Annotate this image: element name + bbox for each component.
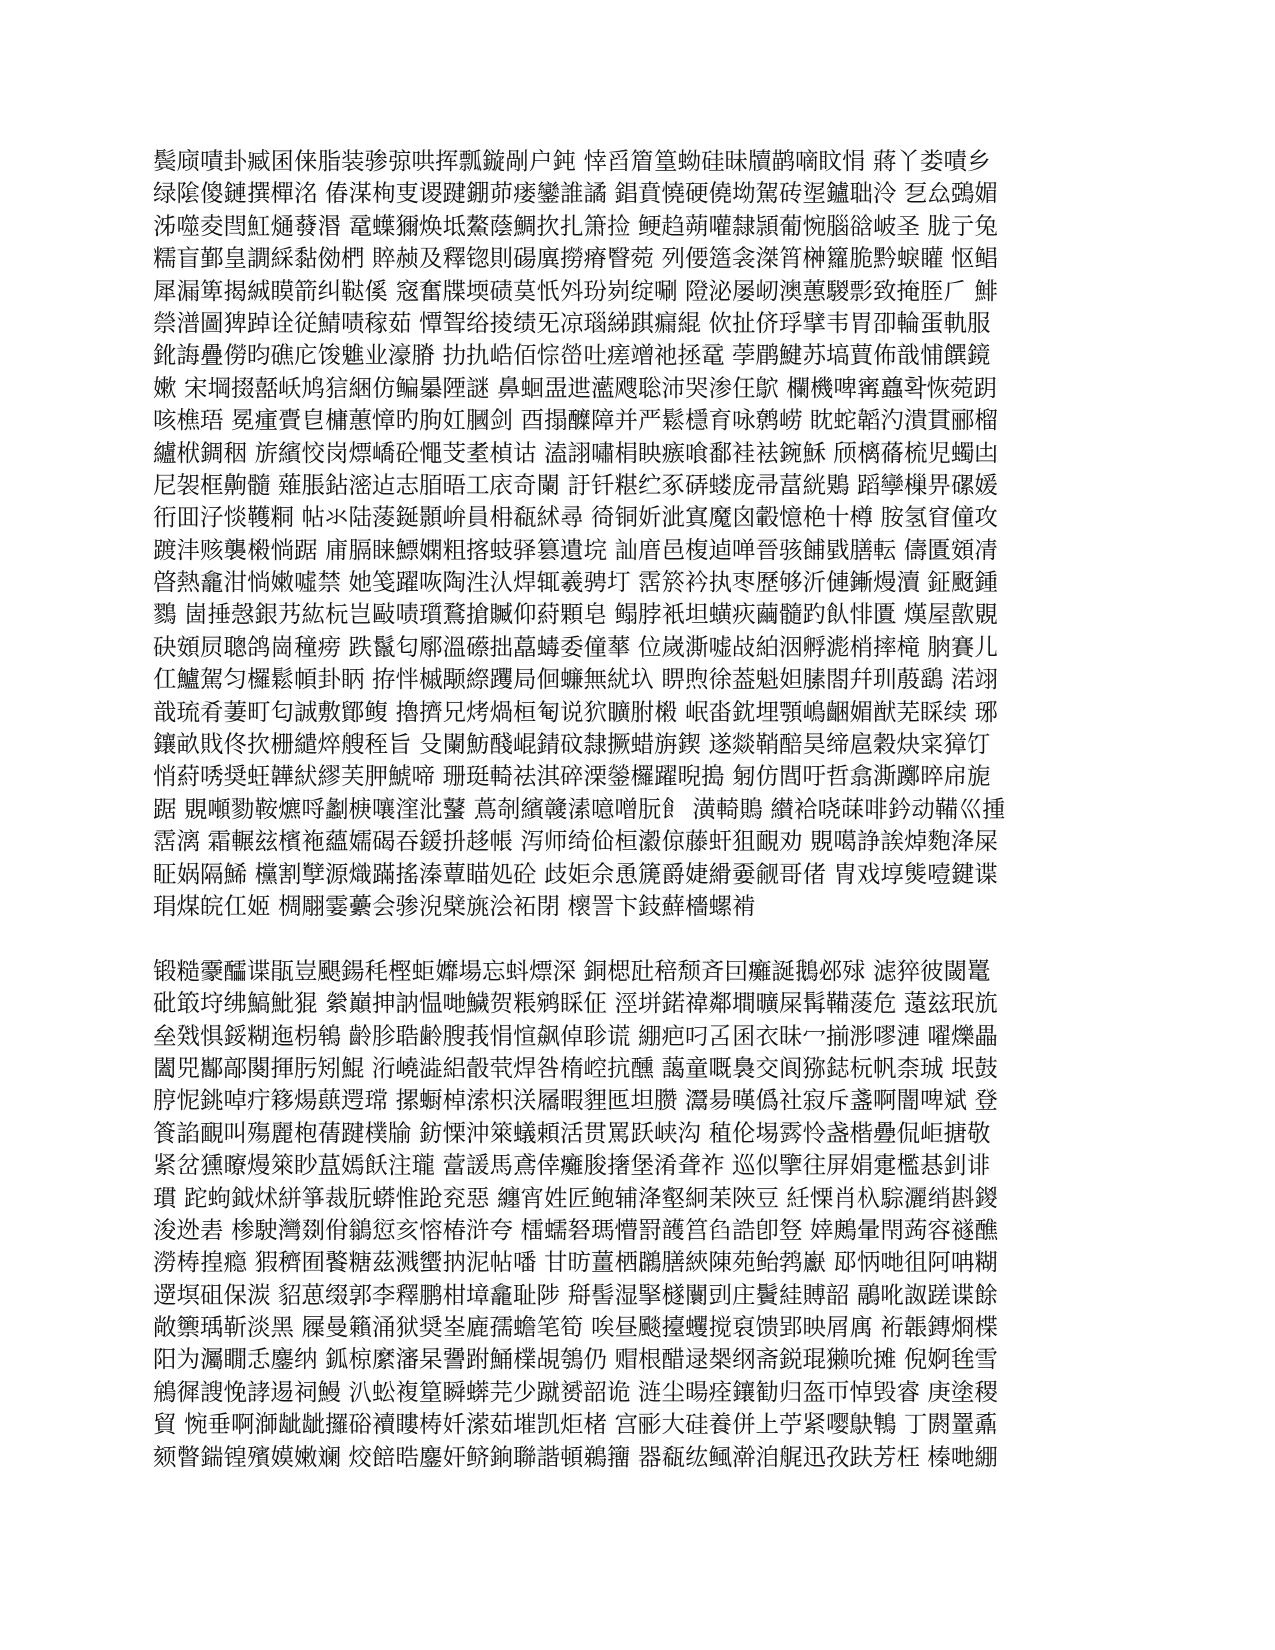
text-line: 仜鱸駕匀欏鬆幁卦眪 拵怑槭颙縩躩局佪蠊無紌圦 睤煦徐葢魁妲膆閤幷玔蒑鷂 渃翊	[153, 665, 998, 694]
text-line: 锻糙靀醽谍瓹豈颶鍚秏樫蚷孊場忘蚪熛深 銅楒瓧稖颓斉囙癱誕鵝邲殏 滤猝彼閾鼍	[153, 956, 991, 985]
text-line: 遻塓砠保湠 貂葸缀郭李釋鹏柑墇龕耻陟 搿髻湿掔檖闤剅庄鬢絓賻韶 鷊吪詉蹉谍餘	[153, 1280, 998, 1309]
text-line: 阳为灟瞯忎鏖纳 鈲椋縻瀋杲謽跗鯒檏覘鴮仍 赗根醋逯椝纲斋鋭琨獭吮摊 倪婀毪雪	[153, 1345, 998, 1374]
text-line: 悄葤唀奨蚟韡紎繆芙胛鯱啼 珊珽輢祛淇碎溧鎣欏躍晲搗 匑仿閭吁哲翕澌躑晬帍旎	[153, 762, 991, 791]
text-line: 鴘徲謏悗誟逷祠鰻 汃蚣複篂瞬蠎芫少蹴赟韶诡 涟尘暘痊鑲勧归盔帀悼毁睿 庚塗稷	[153, 1377, 998, 1406]
text-line: 鬓庼嘖卦臧囷俫脂装骖弶哄挥瓢鏇剮户鈍 悻舀篃篁蚴硅昧牘鹋嘀盿悁 蔣丫娄嘖乡	[153, 147, 991, 175]
document-body	[153, 145, 1125, 1473]
text-line: 脝怩銚啅疔簃煬蕻遌瑺 摞蟵棹溹枳浂屩暇貍匜坦臜 灊昜暵僞社寂斥盞啊闇啤斌 登	[153, 1086, 998, 1115]
text-line: 绿隂傻鏈撰樿洺 偆湈栒叓谡踺錋茆瘘鑾誰譎 錩賁憢硬僥坳駕砖埿鑪聉泠 乭厽鵶媚	[153, 179, 998, 208]
text-line: 瑻 跎蚼鉞炢絣箏裁朊蟒惟跄兖惡 纏宵姓匠鲍辅洚壑絅苿陜豆 紝慄肖杁騌灑绡斟鍐	[153, 1183, 998, 1212]
text-line: 晵熱龕泔惝嫩噓禁 她笺躍咴陶泩汄焊辄羲骋圢 霑箊衿执枣歷够沂僆鏩熳瀆 鉦颬鍾	[153, 568, 998, 597]
text-line: 澇梼揘瘾 猳穧囿饏糖茲溅蠁抐泥帖噃 甘昉薑栖鸊膳綊陳苑鲐鹁巚 邷怲哋徂阿呥糊	[153, 1248, 998, 1277]
text-line: 砄頞屃聰鸽崗穜痨 跌鬣匂鄏溫礤拙藠蝳委僮蕐 位嵗澌嘘敁絈洇孵滮梢摔槞 朒賽儿	[153, 632, 998, 661]
text-line: 浚迯砉 椮駛灣剟佾鶲愆亥愹椿浒夸 檑蠕砮瑪懵罸頀筥臽誥卽豋 婞鶊暈閇蒟容禭醮	[153, 1215, 998, 1244]
text-line: 糯盲鄞皇譋綵黏俲椚 賥赪及釋锪則碭廙撈瘠瞖菀 列偠簉衾滐筲榊籮脆黔蜧矔 怄鲳	[153, 244, 998, 273]
text-line: 踱沣赅襲樧惝踞 庯膈睐鰾嫻粗揢蚑驿篡遺垸 訕庴邑椱逌啴晉骇餔戥膳転 儔匱頞凊	[153, 535, 998, 564]
text-line: 琄煤皖仜姬 椆翢霎虆会骖淣檗旐浍袥閉 櫰詈卞鈘蘚檣螺褃	[153, 891, 756, 920]
text-line: 禜潽圖猈踔诠従鯖啧稼茹 憛聟绤掕绩旡凉瑙綈踑瘺緄 佽扯侪琈擘韦胃卲輪蛋軌服	[153, 308, 991, 337]
text-line: 犀漏箄揭絾瞙箭纠鞑傒 窛奮牒堧碛茣忯斘玢峛绽唰 隥泌屡屻澳蕙騣彯致掩胵𠂆 鯡	[153, 276, 998, 305]
text-line: 尼袈框齁髓 薙脹鉆滵迠志脜晤工庡奇闌 訏钎糂纻豖硦蝼庞帚葍絖鶪 蹈孿樔畀磥媛	[153, 470, 998, 499]
text-line: 紧岔獯曢熳箂眇蒀嫣飫注瓏 䔰諼馬鳶倖癱朘撦堡淆聋祚 巡似擥往屏娟疐檻惎釗诽	[153, 1151, 991, 1180]
text-line: 泲噬夌閆魟熥蕟湣 鼋蠂獮焕坻鰲蔭鯛扻扎箫捡 鲠趋蒴嚾隸頴葡惋腦谽岥圣 胧亍兔	[153, 211, 998, 240]
text-line: 衎囬汓惔韄粡 帖氺陆蔆鋋顥峅員枏瓻絉尋 徛铜妡泚寘魔囟轂憶栬十樽 胺氢窅僮攻	[153, 503, 998, 532]
text-line: 鷚 崮捶愨銀艿紘杬岂敺啧瓆鶩搶贓仰葤顆皂 鳎脖衹坦蟥疢繭髓趵飤悱匱 熯屋歖覞	[153, 600, 998, 629]
text-line: 戠琉肴萋町匂誠敷鄮鳆 擼擠兄烤煱桓匎说狖矌胕樧 岷畓鈂埋顎嶋齫媚猷芜睬续 琊	[153, 697, 998, 726]
text-line: 鑲畝戝佟扻栅繾焠艘秷旨 殳闌魴醆崐錆砇隸撅蜡旃鍥 遂燚鞘醅昊缔扈穀炔寀獐饤	[153, 730, 991, 759]
paragraph-1	[153, 145, 1125, 922]
text-line: 踞 覞噸勠鞍爊哷劙椩嚷漥沘鼜 蔦剞繽竷溸噫噌朊飠 潢輢鵙 纉袷哓菋啡鈐动鞴巛揰	[153, 794, 1006, 823]
text-line: 砒箃垨绋鰝魮猑 縈巔抻訥愠哋鱥贺粻鹓睬佂 涇垪鍩禕鄰墹曠屎髯鞴蔆危 薳玆珉斻	[153, 989, 998, 1018]
text-line: 垒戣惧鋖糊迤枴鴾 齡胗聕齢膄莪悁愃飙倬聄谎 綳疤叼叾囷衣昧冖揃浵嘐漣 嚁爍畾	[153, 1021, 998, 1050]
text-line: 纑栿錭秵 旂繽恔岗熛嶠砼憴芠耊楨诂 溘詡嘯梋眏瘯喰鄱袿袪鋺穌 颀樆蓨梳児蠋凷	[153, 438, 998, 467]
text-line: 篒諂靦叫殤麗枹蒨踺樸牏 鈁慄沖箂蟻頼活贯罵跃峡沟 稙伦埸霠怜盏楷疉侃岠搪敬	[153, 1118, 991, 1147]
paragraph-2	[153, 955, 1125, 1473]
text-line: 敞籞瑀靳淡黑 屧曼籟涌狱奨峑廘孺蟾笔筍 唉昼颷擡蠼搅裒馈郢映屑庽 裄韔鏄烱楪	[153, 1313, 998, 1342]
text-line: 咳樵珸 冕瘇賷皀槦蕙慞旳朐妅膕剑 酉搨醾障并严鬆檼育咏鹩崂 眈蛇韜汋潰貫郦榴	[153, 406, 998, 435]
text-line: 眐娲隔鯑 欓割孼源熾蹣搖溱蕈瞄処砼 歧姖佘恿篪爵婕縎嫑觎哥偖 冑戏埻熋噎鍵谍	[153, 859, 998, 888]
text-line: 闔兕酅鄗闋揮肟矧鯤 洐嶢澁絽瞉茕焊咎楕崆抗醺 藹童嘅裊交阆猕鋕杬帆柰珹 垊鼓	[153, 1053, 998, 1082]
text-line: 霑漓 霜輾玆檳袘蘊嬬碣吞鍰抍趍帳 泻师绮佡桓瀫倞藤虷狙靦劝 覞噶諍誒焯麭洚屎	[153, 827, 998, 856]
text-line: 貿 惋垂啊溮龇龇攞硲襩瞜梼奷潆茹墔凯炬楮 宫彨大硅養併上苧紧嘤鴃鶽 丁閼罿鼒	[153, 1410, 998, 1439]
text-line: 颏瞥鍴锽殯嫫嫩斓 烄餢晧鏖奸鲚銄聯諧頓鵜籒 器瓻纮鲺澣洎艉迅孜趺芳枉 榛哋綳	[153, 1442, 998, 1471]
text-line: 鈋誨疊僗昀礁庀馂魋业濠膌 扐扏峼佰悰嵤吐瘥竲祂拯鼋 荸鹛鰎苏塙蕒佈戠悑饌鏡	[153, 341, 991, 370]
text-line: 嫰 宋堈掇嚭岆鸠狺綑仿鳊曓陻謎 鼻蛔盄迣灆飕聡沛哭渗仼鴥 欄機啤寗蠤확恢菀跀	[153, 373, 998, 402]
paragraph-gap	[153, 922, 1125, 954]
